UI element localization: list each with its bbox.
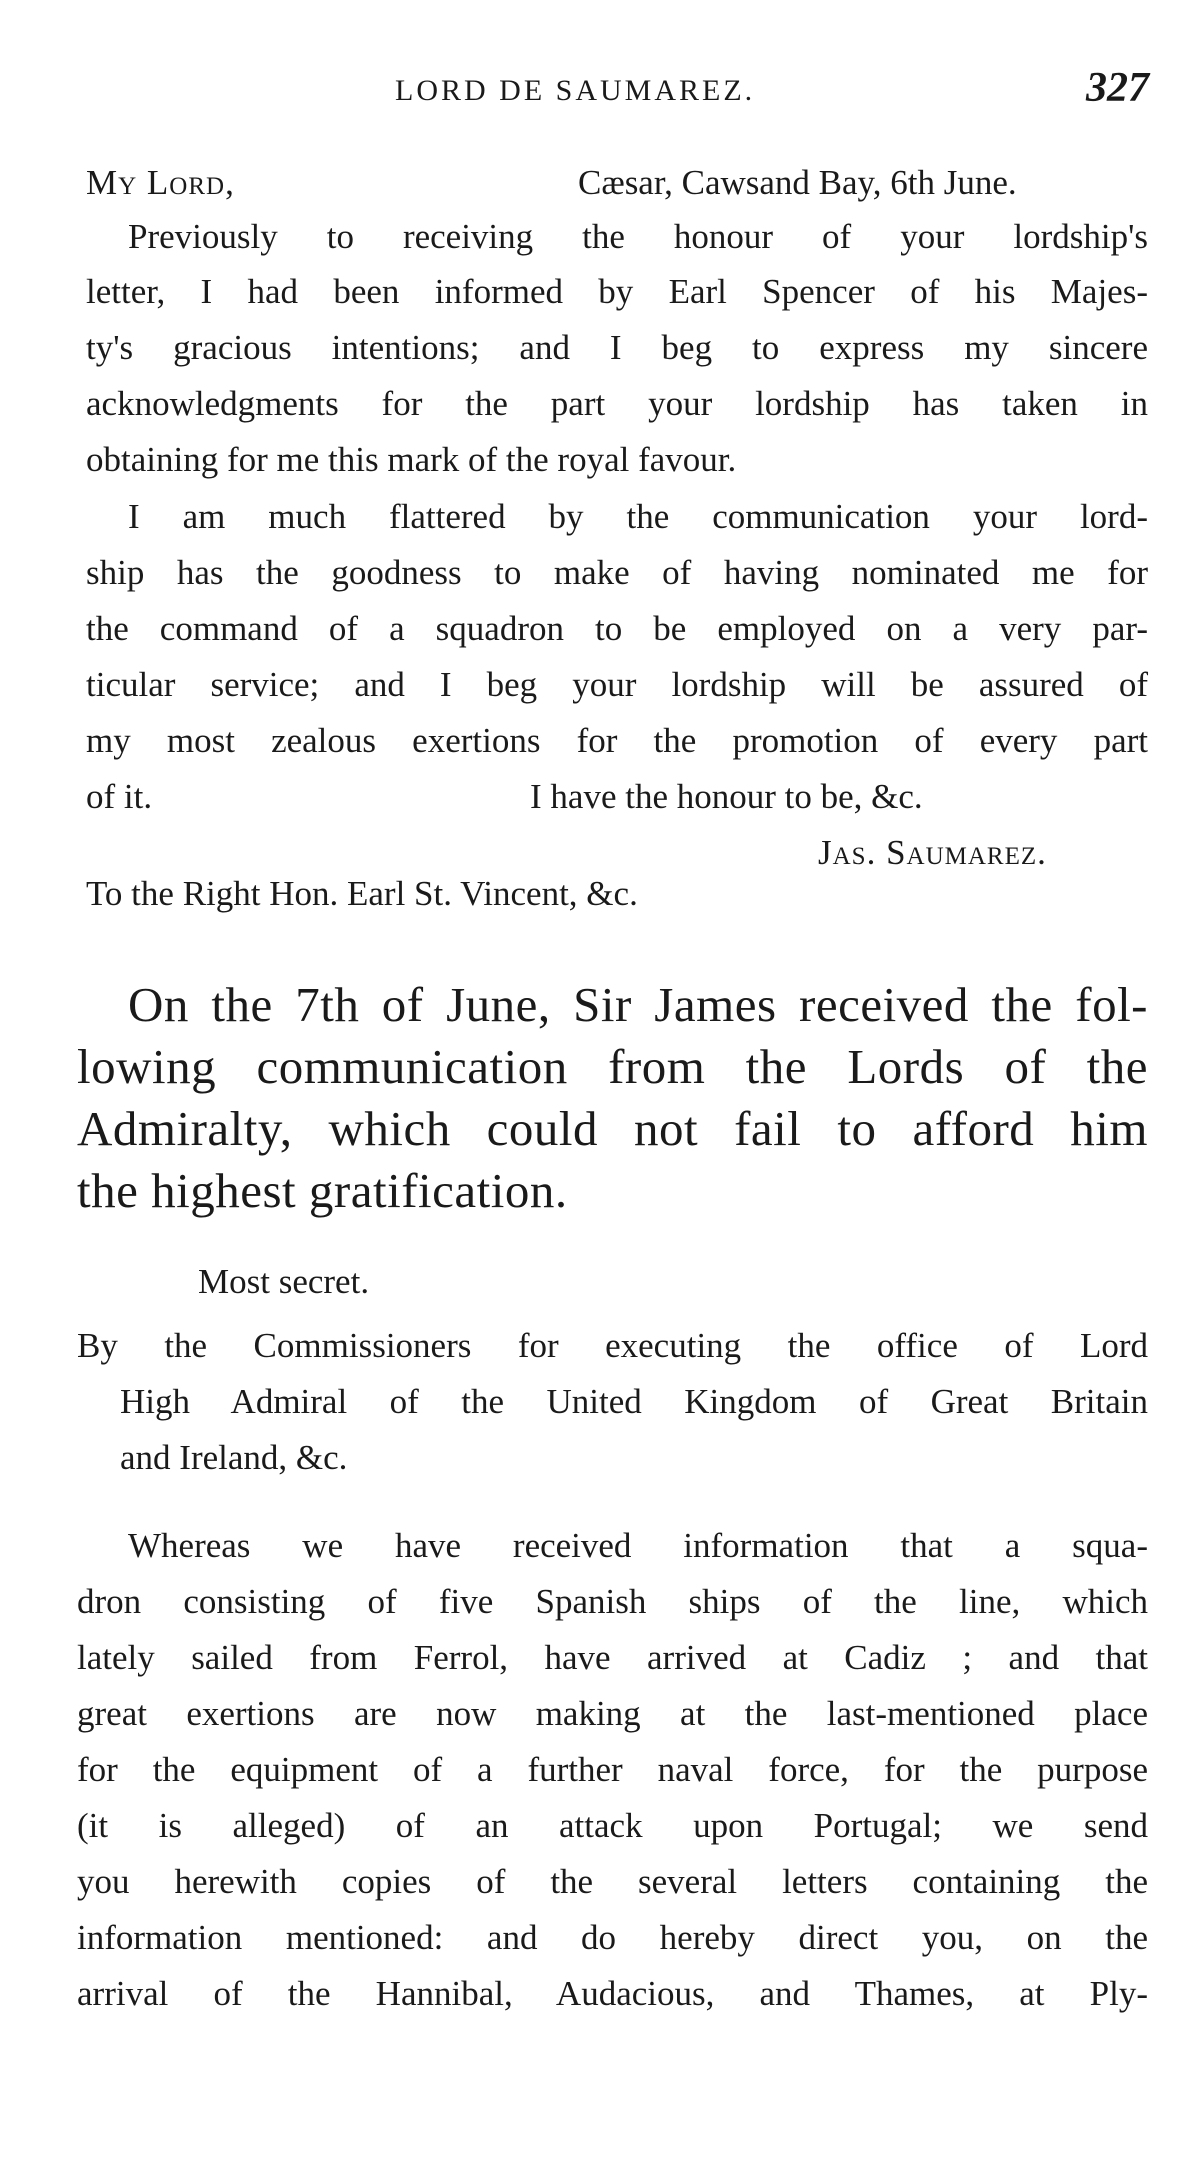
narrative-line: On the 7th of June, Sir James received the fol- — [128, 977, 1148, 1032]
letter-p2-line: ticular service; and I beg your lordship will be assured of — [86, 665, 1148, 704]
letter-place-date: Cæsar, Cawsand Bay, 6th June. — [578, 163, 1017, 202]
letter-salutation: My Lord, — [86, 163, 235, 202]
order-body-line: arrival of the Hannibal, Audacious, and Thames, at Ply- — [77, 1974, 1148, 2013]
narrative-line: lowing communication from the Lords of the — [77, 1039, 1148, 1094]
letter-p1-line: ty's gracious intentions; and I beg to express my sincere — [86, 328, 1148, 367]
narrative-line: the highest gratification. — [77, 1163, 568, 1218]
letter-p1-line: acknowledgments for the part your lordship has taken in — [86, 384, 1148, 423]
order-body-line: lately sailed from Ferrol, have arrived at Cadiz ; and that — [77, 1638, 1148, 1677]
narrative-line: Admiralty, which could not fail to afford him — [77, 1101, 1148, 1156]
letter-p1-line: obtaining for me this mark of the royal favour. — [86, 440, 737, 479]
letter-addressee: To the Right Hon. Earl St. Vincent, &c. — [86, 874, 638, 913]
order-body-line: information mentioned: and do hereby direct you, on the — [77, 1918, 1148, 1957]
letter-p2-line: the command of a squadron to be employed on a very par- — [86, 609, 1148, 648]
letter-p2-line: of it. — [86, 777, 153, 816]
order-preamble-line: By the Commissioners for executing the office of Lord — [77, 1326, 1148, 1365]
order-body-line: dron consisting of five Spanish ships of the line, which — [77, 1582, 1148, 1621]
letter-closing: I have the honour to be, &c. — [530, 777, 923, 816]
order-body-line: great exertions are now making at the last-mentioned place — [77, 1694, 1148, 1733]
running-title: LORD DE SAUMAREZ. — [395, 74, 756, 107]
letter-p2-line: my most zealous exertions for the promotion of every part — [86, 721, 1148, 760]
order-preamble-line: High Admiral of the United Kingdom of Great Britain — [120, 1382, 1148, 1421]
order-body-line: (it is alleged) of an attack upon Portugal; we send — [77, 1806, 1148, 1845]
letter-p1-line: letter, I had been informed by Earl Spencer of his Majes- — [86, 272, 1148, 311]
order-body-line: for the equipment of a further naval force, for the purpose — [77, 1750, 1148, 1789]
letter-p1-line: Previously to receiving the honour of your lordship's — [128, 217, 1148, 256]
order-label: Most secret. — [198, 1262, 370, 1301]
order-body-line: you herewith copies of the several letters containing the — [77, 1862, 1148, 1901]
page-number: 327 — [1086, 65, 1149, 111]
letter-p2-line: I am much flattered by the communication your lord- — [128, 497, 1148, 536]
order-body-line: Whereas we have received information that a squa- — [128, 1526, 1148, 1565]
letter-p2-line: ship has the goodness to make of having nominated me for — [86, 553, 1148, 592]
order-preamble-line: and Ireland, &c. — [120, 1438, 348, 1477]
letter-signature: Jas. Saumarez. — [818, 833, 1047, 872]
